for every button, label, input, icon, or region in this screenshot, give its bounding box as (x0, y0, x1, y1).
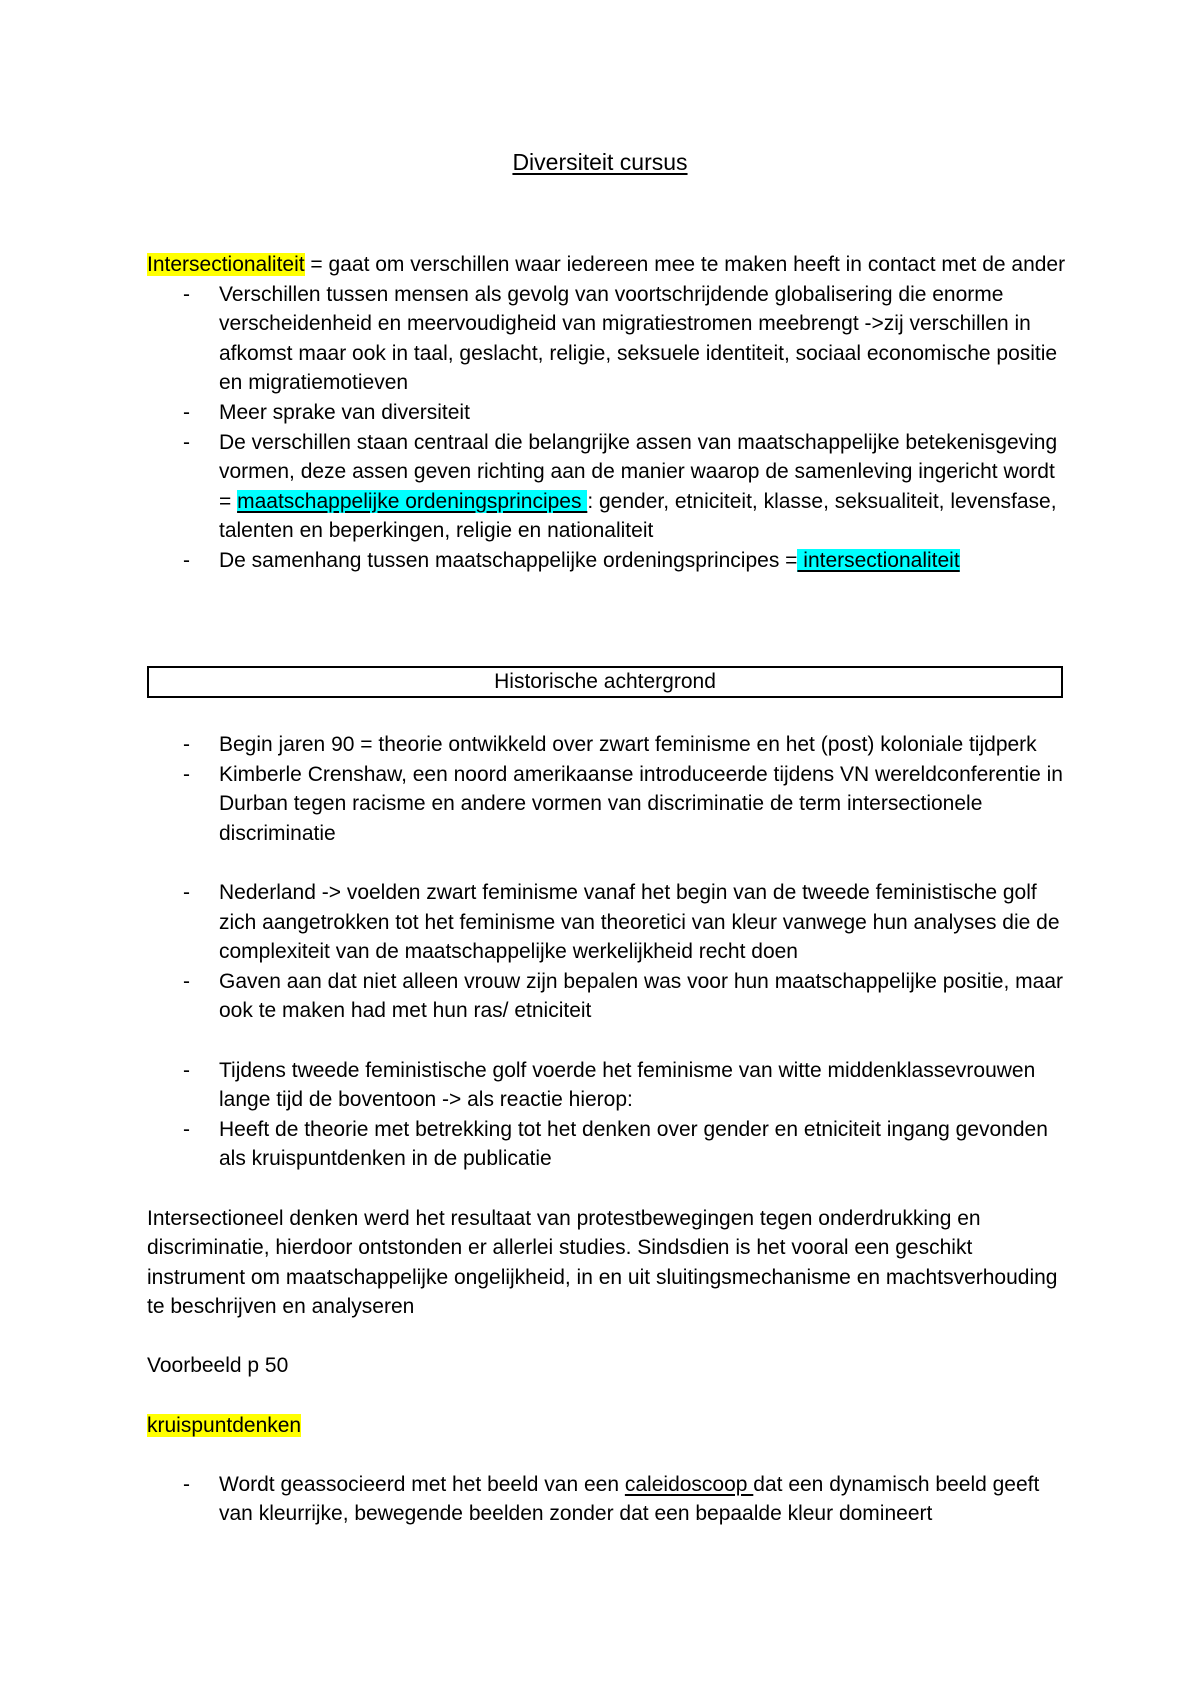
list-item-text: Gaven aan dat niet alleen vrouw zijn bepalen was voor hun maatschappelijke positie, maar ook te maken had met hun ras/ etniciteit (219, 969, 1063, 1023)
list-item (147, 398, 1067, 428)
list-item (147, 1115, 1067, 1174)
list-item-text: Nederland -> voelden zwart feminisme vanaf het begin van de tweede feministische golf zich aangetrokken tot het feminisme van theoretici van kleur vanwege hun analyses die de complexiteit van de maatschappelijke werkelijkheid recht doen (219, 880, 1060, 964)
list-item (147, 878, 1067, 967)
list-item-text: Meer sprake van diversiteit (219, 400, 470, 424)
list-item-text: Verschillen tussen mensen als gevolg van voortschrijdende globalisering die enorme verscheidenheid en meervoudigheid van migratiestromen meebrengt ->zij verschillen in afkomst maar ook in taal, geslacht, religie, seksuele identiteit, sociaal economische positie en migratiemotieven (219, 282, 1058, 395)
bullet-marker: - (183, 969, 190, 993)
caleidoscoop-underline: caleidoscoop (624, 1472, 754, 1496)
list-item-text: Begin jaren 90 = theorie ontwikkeld over zwart feminisme en het (post) koloniale tijdperk (219, 733, 1037, 756)
bullet-marker: - (183, 1472, 190, 1496)
example-reference: Voorbeeld p 50 (147, 1354, 289, 1378)
kruispunt-bullet-list (147, 1470, 1067, 1529)
bullet-marker: - (183, 282, 190, 306)
list-item-text: De verschillen staan centraal die belangrijke assen van maatschappelijke betekenisgeving vormen, deze assen geven richting aan de manier waarop de samenleving ingericht wordt = (219, 430, 1058, 513)
bullet-marker: - (183, 733, 190, 756)
list-item-text: Tijdens tweede feministische golf voerde het feminisme van witte middenklassevrouwen lange tijd de boventoon -> als reactie hierop: (219, 1058, 1036, 1112)
intersectionaliteit-highlight: intersectionaliteit (797, 548, 960, 572)
ordeningsprincipes-highlight: maatschappelijke ordeningsprincipes (237, 489, 588, 513)
history-bullet-list-1 (147, 730, 1067, 848)
kruispuntdenken-heading (147, 1411, 1067, 1441)
document-title: Diversiteit cursus (512, 149, 688, 175)
bullet-marker: - (183, 548, 190, 572)
history-bullet-list-2 (147, 878, 1067, 1026)
intersectioneel-paragraph: Intersectioneel denken werd het resultaat van protestbewegingen tegen onderdrukking en discriminatie, hierdoor ontstonden er allerlei studies. Sindsdien is het vooral een geschikt instrument om maatschappelijke ongelijkheid, in en uit sluitingsmechanisme en machtsverhouding te beschrijven en analyseren (147, 1206, 1058, 1319)
bullet-marker: - (183, 880, 190, 904)
history-bullet-list-3 (147, 1056, 1067, 1174)
history-section (147, 730, 1067, 1529)
bullet-marker: - (183, 1117, 190, 1141)
intro-bullet-list (147, 280, 1067, 576)
list-item-text: Kimberle Crenshaw, een noord amerikaanse introduceerde tijdens VN wereldconferentie in Durban tegen racisme en andere vormen van discriminatie de term intersectionele discriminatie (219, 762, 1063, 845)
list-item (147, 967, 1067, 1026)
bullet-marker: - (183, 400, 190, 424)
intro-term: Intersectionaliteit (147, 253, 305, 276)
list-item (147, 1056, 1067, 1115)
list-item (147, 280, 1067, 398)
list-item (147, 760, 1067, 849)
list-item (147, 730, 1067, 760)
list-item-text: Wordt geassocieerd met het beeld van een (219, 1472, 625, 1496)
intro-paragraph (147, 250, 1067, 280)
bullet-marker: - (183, 430, 190, 454)
section-heading-historische-achtergrond: Historische achtergrond (147, 666, 1063, 698)
list-item (147, 428, 1067, 546)
intro-definition: = gaat om verschillen waar iedereen mee te maken heeft in contact met de ander (304, 253, 1066, 276)
bullet-marker: - (183, 1058, 190, 1082)
list-item-text: : gender, etniciteit, klasse, seksualiteit, levensfase, talenten en beperkingen, religie en nationaliteit (219, 489, 1057, 543)
list-item (147, 1470, 1067, 1529)
intro-section (147, 250, 1067, 576)
kruispuntdenken-label: kruispuntdenken (147, 1413, 302, 1437)
list-item (147, 546, 1067, 576)
list-item-text: Heeft de theorie met betrekking tot het denken over gender en etniciteit ingang gevonden als kruispuntdenken in de publicatie (219, 1117, 1048, 1171)
list-item-text: De samenhang tussen maatschappelijke ordeningsprincipes = (219, 548, 798, 572)
list-item-text: dat een dynamisch beeld geeft van kleurrijke, bewegende beelden zonder dat een bepaalde kleur domineert (219, 1472, 1040, 1526)
bullet-marker: - (183, 762, 190, 786)
